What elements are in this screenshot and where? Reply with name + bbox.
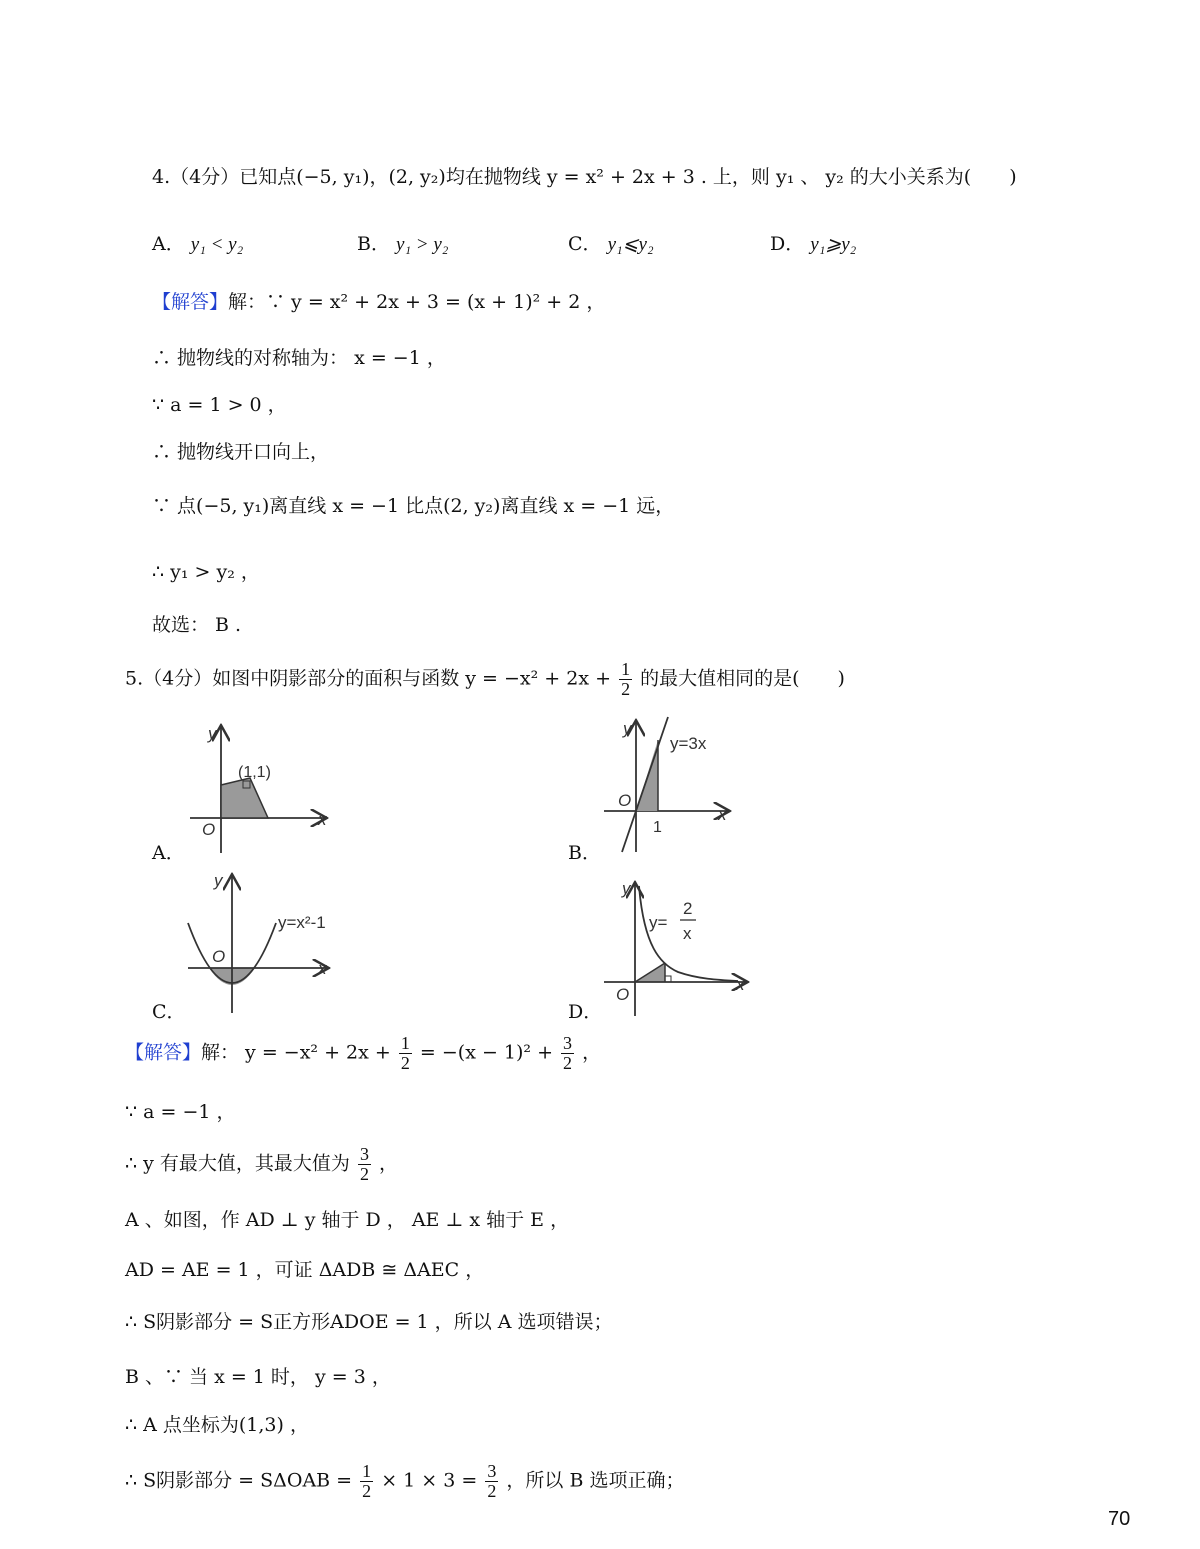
point-label: (1,1) bbox=[238, 764, 271, 781]
fraction-denominator: 2 bbox=[362, 1480, 372, 1501]
q4-answer-line-1 bbox=[152, 291, 605, 314]
x-label: x bbox=[318, 810, 327, 829]
answer-text-end: ，所以 B 选项正确； bbox=[506, 1469, 685, 1492]
figure-d bbox=[598, 876, 753, 1021]
figure-c-label: C． bbox=[152, 1001, 186, 1023]
q4-answer-line-5: ∵ 点(−5, y₁)离直线 x = −1 比点(2, y₂)离直线 x = −1 远， bbox=[152, 495, 675, 517]
fraction-three-halves bbox=[561, 1034, 574, 1073]
fraction-three-halves bbox=[358, 1145, 371, 1184]
curve-label-num: 2 bbox=[683, 899, 693, 918]
option-text: y₁⩾y₂ bbox=[810, 234, 857, 255]
figure-d-label: D． bbox=[568, 1001, 603, 1023]
fraction-numerator: 3 bbox=[359, 1144, 369, 1164]
q5-stem bbox=[125, 660, 845, 699]
answer-text: 解： y = −x² + 2x + bbox=[201, 1041, 391, 1064]
y-label: y bbox=[208, 724, 217, 743]
q5-answer-line-7: B 、∵ 当 x = 1 时， y = 3 ， bbox=[125, 1366, 391, 1388]
answer-text-end: ， bbox=[379, 1152, 399, 1175]
option-text: y₁ < y₂ bbox=[190, 234, 244, 255]
fraction-three-halves bbox=[485, 1462, 498, 1501]
option-text: y₁ > y₂ bbox=[396, 234, 449, 255]
option-label: B． bbox=[357, 233, 390, 255]
origin-label: O bbox=[212, 947, 226, 966]
q4-answer-line-3: ∵ a = 1 > 0 ， bbox=[152, 394, 287, 416]
q4-option-a bbox=[152, 229, 243, 256]
shaded-region bbox=[221, 778, 268, 818]
answer-text: 解：∵ y = x² + 2x + 3 = (x + 1)² + 2 ， bbox=[228, 291, 606, 313]
figure-b bbox=[598, 712, 738, 857]
y-label: y bbox=[622, 879, 631, 898]
q5-answer-line-3 bbox=[125, 1145, 398, 1184]
option-label: A． bbox=[152, 233, 185, 255]
option-label: C． bbox=[568, 233, 602, 255]
fraction-numerator: 3 bbox=[487, 1461, 497, 1481]
q4-answer-line-6: ∴ y₁ > y₂ ， bbox=[152, 561, 260, 583]
q5-answer-line-5: AD = AE = 1 ，可证 ΔADB ≅ ΔAEC ， bbox=[125, 1259, 485, 1281]
figure-a bbox=[180, 715, 350, 860]
fraction-denominator: 2 bbox=[400, 1052, 410, 1073]
stem-text: 5.（4分）如图中阴影部分的面积与函数 y = −x² + 2x + bbox=[125, 667, 612, 690]
fraction-denominator: 2 bbox=[621, 678, 631, 699]
curve-label: y=3x bbox=[670, 734, 707, 753]
page-number: 70 bbox=[1108, 1508, 1131, 1530]
x-label: x bbox=[718, 805, 727, 824]
q5-answer-line-1 bbox=[125, 1034, 601, 1073]
stem-text-end: 的最大值相同的是( ) bbox=[640, 667, 845, 690]
q5-answer-line-4: A 、如图，作 AD ⊥ y 轴于 D ， AE ⊥ x 轴于 E ， bbox=[125, 1209, 570, 1231]
q4-option-b bbox=[357, 229, 448, 256]
fraction-denominator: 2 bbox=[563, 1052, 573, 1073]
answer-tag: 【解答】 bbox=[125, 1041, 202, 1064]
answer-text: ∴ S阴影部分 = SΔOAB = bbox=[125, 1469, 353, 1492]
answer-text-mid: × 1 × 3 = bbox=[381, 1469, 478, 1492]
q5-answer-line-2: ∵ a = −1 ， bbox=[125, 1101, 236, 1123]
origin-label: O bbox=[616, 985, 630, 1004]
fraction-numerator: 1 bbox=[362, 1461, 372, 1481]
curve-label-den: x bbox=[683, 924, 692, 943]
x-label: x bbox=[318, 959, 327, 978]
option-label: D． bbox=[770, 233, 805, 255]
origin-label: O bbox=[618, 791, 632, 810]
tick-label: 1 bbox=[653, 819, 662, 836]
answer-text-end: ， bbox=[582, 1041, 602, 1064]
fraction-numerator: 1 bbox=[621, 659, 631, 679]
origin-label: O bbox=[202, 820, 216, 839]
fraction-one-half bbox=[360, 1462, 373, 1501]
figure-a-label: A． bbox=[152, 842, 185, 864]
answer-tag: 【解答】 bbox=[152, 291, 229, 313]
y-label: y bbox=[623, 719, 632, 738]
q5-answer-line-6: ∴ S阴影部分 = S正方形ADOE = 1 ，所以 A 选项错误； bbox=[125, 1311, 613, 1333]
answer-text-mid: = −(x − 1)² + bbox=[419, 1041, 553, 1064]
right-angle-mark bbox=[665, 976, 671, 982]
curve-label-prefix: y= bbox=[649, 913, 668, 932]
option-text: y₁⩽y₂ bbox=[607, 234, 654, 255]
q5-answer-line-8: ∴ A 点坐标为(1,3) ， bbox=[125, 1414, 309, 1436]
answer-text: ∴ y 有最大值，其最大值为 bbox=[125, 1152, 350, 1175]
stem-fraction bbox=[619, 660, 632, 699]
fraction-denominator: 2 bbox=[487, 1480, 497, 1501]
figure-b-label: B． bbox=[568, 842, 601, 864]
fraction-numerator: 1 bbox=[400, 1033, 410, 1053]
fraction-one-half bbox=[399, 1034, 412, 1073]
q4-answer-line-2: ∴ 抛物线的对称轴为： x = −1 ， bbox=[152, 347, 446, 369]
figure-c bbox=[182, 868, 342, 1018]
fraction-numerator: 3 bbox=[563, 1033, 573, 1053]
q4-option-c bbox=[568, 229, 654, 256]
y-label: y bbox=[214, 871, 223, 890]
fraction-denominator: 2 bbox=[359, 1163, 369, 1184]
curve-label: y=x²-1 bbox=[278, 913, 326, 932]
x-label: x bbox=[736, 975, 745, 994]
q4-answer-line-4: ∴ 抛物线开口向上， bbox=[152, 441, 330, 463]
q4-answer-line-7: 故选： B . bbox=[152, 614, 242, 636]
q5-answer-line-9 bbox=[125, 1462, 684, 1501]
q4-option-d bbox=[770, 229, 856, 256]
q4-stem: 4.（4分）已知点(−5, y₁)，(2, y₂)均在抛物线 y = x² + 2x + 3 . 上，则 y₁ 、 y₂ 的大小关系为( ) bbox=[152, 166, 1017, 188]
